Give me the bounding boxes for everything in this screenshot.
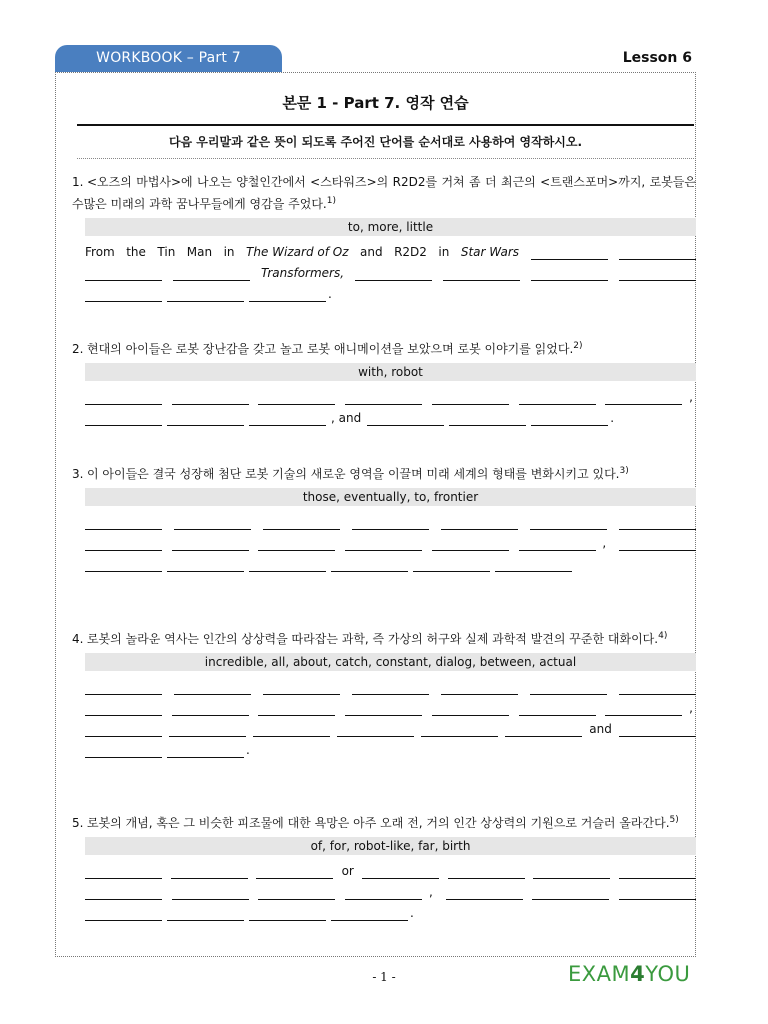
answer-row	[85, 737, 696, 758]
answer-blank[interactable]	[441, 680, 518, 695]
lesson-label: Lesson 6	[622, 50, 692, 66]
footnote-ref: 1)	[326, 196, 336, 206]
answer-blank[interactable]	[85, 515, 162, 530]
answer-blank[interactable]	[432, 390, 509, 405]
given-word: R2D2	[394, 245, 427, 259]
prompt-text: 이 아이들은 결국 성장해 첨단 로봇 기술의 새로운 영역을 이끌며 미래 세계의 형태를 변화시키고 있다.	[87, 467, 620, 481]
given-word: The Wizard of Oz	[246, 245, 349, 259]
given-word: From	[85, 245, 115, 259]
connector-word: or	[341, 864, 354, 878]
answer-row	[85, 858, 696, 879]
given-word: Star Wars	[460, 245, 520, 259]
logo-text: EXAM	[568, 962, 631, 986]
answer-blank[interactable]	[345, 885, 422, 900]
answer-row	[85, 879, 696, 900]
answer-blank[interactable]	[85, 266, 162, 281]
answer-blank[interactable]	[352, 680, 429, 695]
answer-blank[interactable]	[167, 557, 244, 572]
answer-blank[interactable]	[448, 864, 525, 879]
question-prompt	[72, 627, 696, 649]
answer-blank[interactable]	[352, 515, 429, 530]
question-prompt	[72, 462, 696, 484]
word-bank: with, robot	[85, 363, 696, 381]
answer-blank[interactable]	[619, 245, 696, 260]
punctuation: .	[246, 743, 250, 757]
answer-blank[interactable]	[85, 906, 162, 921]
answer-blank[interactable]	[249, 411, 326, 426]
answer-blank[interactable]	[449, 411, 526, 426]
punctuation: .	[610, 411, 615, 425]
answer-blank[interactable]	[258, 390, 335, 405]
prompt-text: 로봇의 놀라운 역사는 인간의 상상력을 따라잡는 과학, 즉 가상의 허구와 실제 과학적 발견의 꾸준한 대화이다.	[87, 632, 659, 646]
answer-blank[interactable]	[263, 515, 340, 530]
answer-row	[85, 384, 696, 405]
question-3	[72, 462, 696, 572]
answer-row	[85, 716, 696, 737]
question-prompt	[72, 173, 696, 214]
answer-blank[interactable]	[432, 701, 509, 716]
word-bank: incredible, all, about, catch, constant, dialog, between, actual	[85, 653, 696, 671]
answer-blank[interactable]	[432, 536, 509, 551]
footnote-ref: 5)	[669, 815, 679, 825]
answer-blank[interactable]	[530, 680, 607, 695]
answer-blank[interactable]	[345, 701, 422, 716]
answer-row	[85, 281, 696, 302]
connector-word: and	[589, 722, 612, 736]
word-bank: to, more, little	[85, 218, 696, 236]
answer-blank[interactable]	[619, 266, 696, 281]
connector-word: , and	[331, 411, 362, 425]
answer-blank[interactable]	[85, 536, 162, 551]
question-5	[72, 811, 696, 921]
question-number: 2.	[72, 342, 84, 356]
answer-blank[interactable]	[505, 722, 582, 737]
answer-blank[interactable]	[531, 245, 608, 260]
answer-blank[interactable]	[443, 266, 520, 281]
answer-row	[85, 405, 696, 426]
answer-blank[interactable]	[172, 885, 249, 900]
instruction-rule	[77, 158, 694, 159]
footnote-ref: 4)	[658, 631, 668, 641]
punctuation: ,	[689, 701, 693, 715]
footnote-ref: 2)	[573, 341, 583, 351]
answer-blank[interactable]	[85, 743, 162, 758]
given-word: in	[223, 245, 235, 259]
question-prompt	[72, 811, 696, 833]
answer-blank[interactable]	[531, 266, 608, 281]
question-4	[72, 627, 696, 758]
prompt-text: <오즈의 마법사>에 나오는 양철인간에서 <스타워즈>의 R2D2를 거쳐 좀 더 최근의 <트랜스포머>까지, 로봇들은 수많은 미래의 과학 꿈나무들에게 영감을 주었다.	[72, 175, 696, 211]
answer-row	[85, 260, 696, 281]
answer-blank[interactable]	[263, 680, 340, 695]
answer-blank[interactable]	[167, 411, 244, 426]
answer-blank[interactable]	[619, 515, 696, 530]
answer-row	[85, 900, 696, 921]
answer-blank[interactable]	[172, 701, 249, 716]
answer-blank[interactable]	[367, 411, 444, 426]
question-number: 1.	[72, 175, 84, 189]
answer-blank[interactable]	[167, 906, 244, 921]
answer-blank[interactable]	[258, 701, 335, 716]
answer-blank[interactable]	[495, 557, 572, 572]
answer-blank[interactable]	[167, 287, 244, 302]
answer-blank[interactable]	[256, 864, 333, 879]
answer-blank[interactable]	[253, 722, 330, 737]
given-word: the	[126, 245, 146, 259]
given-word: Transformers,	[260, 266, 345, 280]
answer-row	[85, 674, 696, 695]
answer-blank[interactable]	[85, 390, 162, 405]
answer-blank[interactable]	[619, 536, 696, 551]
punctuation: ,	[602, 536, 607, 550]
answer-blank[interactable]	[619, 864, 696, 879]
page-number: - 1 -	[372, 970, 396, 984]
answer-blank[interactable]	[355, 266, 432, 281]
answer-blank[interactable]	[345, 390, 422, 405]
answer-blank[interactable]	[519, 390, 596, 405]
answer-blank[interactable]	[531, 411, 608, 426]
prompt-text: 현대의 아이들은 로봇 장난감을 갖고 놀고 로봇 애니메이션을 보았으며 로봇 이야기를 읽었다.	[87, 342, 574, 356]
answer-blank[interactable]	[258, 536, 335, 551]
answer-blank[interactable]	[172, 390, 249, 405]
answer-blank[interactable]	[85, 411, 162, 426]
question-number: 4.	[72, 632, 84, 646]
answer-blank[interactable]	[530, 515, 607, 530]
word-bank: those, eventually, to, frontier	[85, 488, 696, 506]
question-1	[72, 173, 696, 302]
given-word: and	[360, 245, 383, 259]
question-prompt	[72, 337, 696, 359]
page-title: 본문 1 - Part 7. 영작 연습	[282, 94, 469, 112]
exam4you-logo	[568, 962, 690, 986]
answer-blank[interactable]	[171, 864, 248, 879]
given-word: Tin	[157, 245, 176, 259]
answer-blank[interactable]	[533, 864, 610, 879]
punctuation: ,	[689, 390, 693, 404]
question-number: 5.	[72, 816, 84, 830]
answer-blank[interactable]	[345, 536, 422, 551]
answer-row	[85, 239, 696, 260]
answer-blank[interactable]	[519, 536, 596, 551]
punctuation: .	[328, 287, 332, 301]
answer-blank[interactable]	[258, 885, 335, 900]
answer-blank[interactable]	[331, 906, 408, 921]
footnote-ref: 3)	[619, 466, 629, 476]
answer-row	[85, 551, 696, 572]
answer-blank[interactable]	[85, 864, 162, 879]
answer-blank[interactable]	[85, 701, 162, 716]
answer-blank[interactable]	[167, 743, 244, 758]
logo-number: 4	[630, 962, 646, 986]
answer-blank[interactable]	[85, 885, 162, 900]
answer-blank[interactable]	[173, 266, 250, 281]
answer-blank[interactable]	[331, 557, 408, 572]
title-rule	[77, 124, 694, 126]
workbook-badge: WORKBOOK – Part 7	[55, 45, 282, 72]
punctuation: ,	[428, 885, 433, 899]
given-word: Man	[186, 245, 213, 259]
word-bank: of, for, robot-like, far, birth	[85, 837, 696, 855]
answer-blank[interactable]	[619, 680, 696, 695]
answer-blank[interactable]	[249, 287, 326, 302]
answer-blank[interactable]	[441, 515, 518, 530]
answer-blank[interactable]	[249, 557, 326, 572]
answer-blank[interactable]	[532, 885, 609, 900]
answer-blank[interactable]	[619, 885, 696, 900]
answer-blank[interactable]	[413, 557, 490, 572]
answer-row	[85, 695, 696, 716]
answer-blank[interactable]	[619, 722, 696, 737]
prompt-text: 로봇의 개념, 혹은 그 비슷한 피조물에 대한 욕망은 아주 오래 전, 거의 인간 상상력의 기원으로 거슬러 올라간다.	[87, 816, 670, 830]
logo-text-end: YOU	[645, 962, 691, 986]
answer-blank[interactable]	[85, 287, 162, 302]
answer-blank[interactable]	[172, 536, 249, 551]
answer-blank[interactable]	[605, 701, 682, 716]
answer-blank[interactable]	[169, 722, 246, 737]
answer-row	[85, 509, 696, 530]
question-2	[72, 337, 696, 426]
answer-blank[interactable]	[605, 390, 682, 405]
answer-blank[interactable]	[249, 906, 326, 921]
instruction: 다음 우리말과 같은 뜻이 되도록 주어진 단어를 순서대로 사용하여 영작하시오.	[168, 135, 583, 149]
answer-blank[interactable]	[85, 557, 162, 572]
punctuation: .	[410, 906, 414, 920]
answer-blank[interactable]	[519, 701, 596, 716]
answer-blank[interactable]	[174, 680, 251, 695]
answer-blank[interactable]	[446, 885, 523, 900]
answer-row	[85, 530, 696, 551]
answer-blank[interactable]	[337, 722, 414, 737]
question-number: 3.	[72, 467, 84, 481]
answer-blank[interactable]	[421, 722, 498, 737]
answer-blank[interactable]	[85, 722, 162, 737]
answer-blank[interactable]	[362, 864, 439, 879]
answer-blank[interactable]	[85, 680, 162, 695]
given-word: in	[438, 245, 450, 259]
answer-blank[interactable]	[174, 515, 251, 530]
